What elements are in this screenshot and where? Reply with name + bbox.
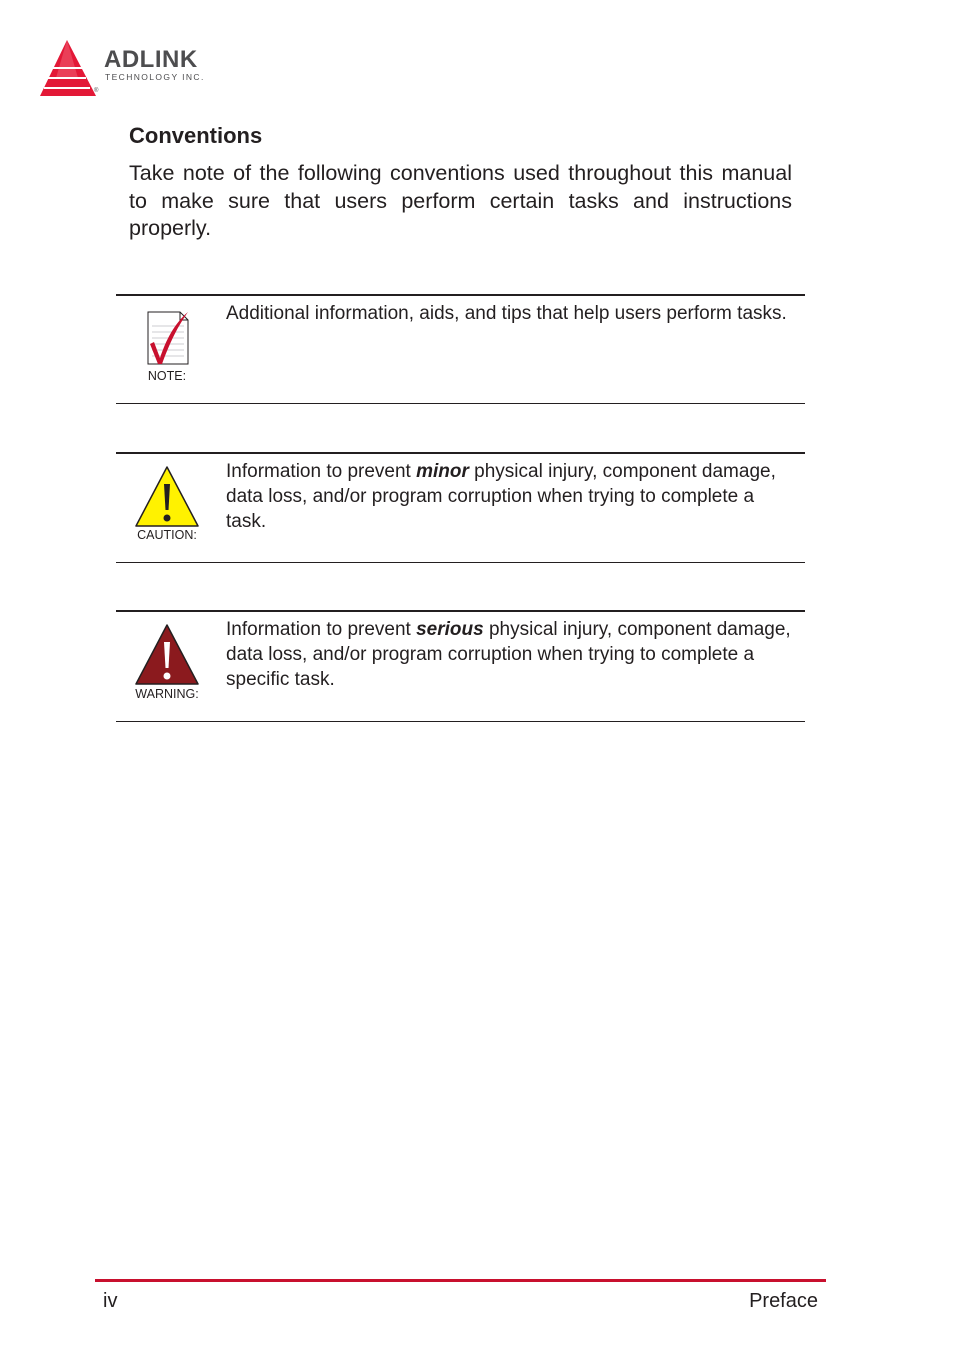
page-number: iv <box>103 1290 118 1312</box>
caution-icon-block <box>130 464 204 528</box>
caution-triangle-icon <box>134 464 200 528</box>
section-intro: Take note of the following conventions used throughout this manual to make sure that users perform certain tasks and instructions properly. <box>129 161 792 240</box>
note-icon-block <box>130 308 204 368</box>
caution-text-after: physical injury, component damage, data loss, and/or program corruption when trying to complete a task. <box>226 461 776 532</box>
note-checkmark-icon <box>142 308 192 368</box>
logo-registered-mark: ® <box>94 88 99 94</box>
logo-tagline: TECHNOLOGY INC. <box>105 72 205 82</box>
note-callout <box>116 294 805 404</box>
caution-callout <box>116 452 805 563</box>
note-label: NOTE: <box>147 369 187 383</box>
caution-label: CAUTION: <box>137 528 197 542</box>
warning-text <box>226 617 791 692</box>
warning-label: WARNING: <box>135 687 199 701</box>
caution-text-before: Information to prevent <box>226 461 417 482</box>
caution-text <box>226 459 791 534</box>
warning-text-after: physical injury, component damage, data loss, and/or program corruption when trying to complete a specific task. <box>226 619 791 690</box>
adlink-triangle-icon <box>38 38 100 98</box>
logo-brand: ADLINK <box>104 46 198 73</box>
adlink-logo <box>38 38 238 100</box>
warning-icon-block <box>130 622 204 686</box>
footer-section-name: Preface <box>749 1290 818 1312</box>
footer-rule <box>95 1279 826 1282</box>
warning-callout <box>116 610 805 722</box>
note-text: Additional information, aids, and tips that help users perform tasks. <box>226 303 787 324</box>
warning-text-before: Information to prevent <box>226 619 417 640</box>
section-title: Conventions <box>129 123 263 148</box>
caution-emphasis: minor <box>416 461 469 482</box>
warning-triangle-icon <box>134 622 200 686</box>
warning-emphasis: serious <box>416 619 484 640</box>
